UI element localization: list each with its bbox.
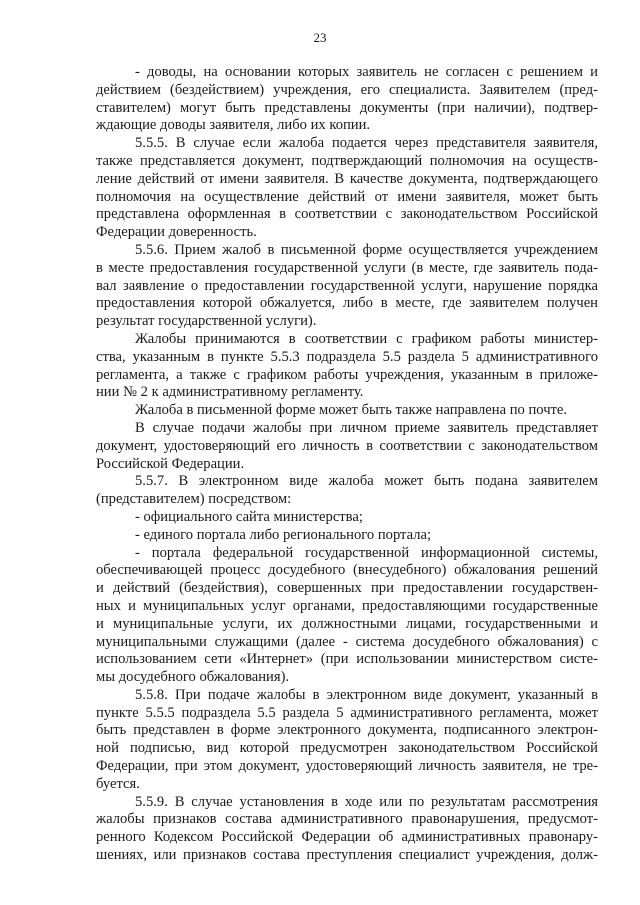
text-line: документ, удостоверяющий его личность в соответствии с законодательством bbox=[96, 437, 598, 454]
text-line: пункте 5.5.5 подраздела 5.5 раздела 5 административного регламента, может bbox=[96, 704, 598, 721]
text-line: - портала федеральной государственной информационной системы, bbox=[135, 544, 598, 561]
text-line: Жалоба в письменной форме может быть также направлена по почте. bbox=[135, 402, 568, 419]
paragraph bbox=[96, 402, 598, 420]
text-line: быть представлен в форме электронного документа, подписанного электрон- bbox=[96, 722, 598, 739]
text-line: 5.5.6. Прием жалоб в письменной форме осуществляется учреждением bbox=[135, 241, 598, 258]
text-line: мы досудебного обжалования). bbox=[96, 669, 290, 686]
text-line: шениях, или признаков состава преступления специалист учреждения, долж- bbox=[96, 847, 598, 864]
text-line: ставителем) могут быть представлены документы (при наличии), подтвер- bbox=[96, 99, 598, 116]
text-line: представлена оформленная в соответствии с законодательством Российской bbox=[96, 206, 598, 223]
text-line: Федерации доверенность. bbox=[96, 224, 257, 241]
text-line: и муниципальные услуги, их должностными лицами, государственными и bbox=[96, 615, 598, 632]
text-line: 5.5.7. В электронном виде жалоба может быть подана заявителем bbox=[135, 473, 598, 490]
paragraph bbox=[96, 135, 598, 242]
text-line: ных и муниципальных услуг органами, предоставляющими государственные bbox=[96, 597, 598, 614]
text-line: 5.5.5. В случае если жалоба подается через представителя заявителя, bbox=[135, 135, 598, 152]
text-line: регламента, а также с графиком работы учреждения, указанным в приложе- bbox=[96, 366, 598, 383]
text-line: Жалобы принимаются в соответствии с графиком работы министер- bbox=[135, 330, 598, 347]
paragraph bbox=[96, 509, 598, 527]
text-line: ждающие доводы заявителя, либо их копии. bbox=[96, 117, 371, 134]
paragraph bbox=[96, 64, 598, 135]
text-line: ление действий от имени заявителя. В качестве документа, подтверждающего bbox=[96, 170, 598, 187]
text-line: полномочия на осуществление действий от имени заявителя, может быть bbox=[96, 188, 598, 205]
text-line: ной подписью, вид которой предусмотрен законодательством Российской bbox=[96, 740, 598, 757]
text-line: ства, указанным в пункте 5.5.3 подраздела 5.5 раздела 5 административного bbox=[96, 348, 598, 365]
text-line: (представителем) посредством: bbox=[96, 491, 292, 508]
text-line: муниципальными служащими (далее - система досудебного обжалования) с bbox=[96, 633, 598, 650]
text-line: 5.5.9. В случае установления в ходе или по результатам рассмотрения bbox=[135, 793, 598, 810]
text-line: обеспечивающей процесс досудебного (внесудебного) обжалования решений bbox=[96, 562, 598, 579]
page-number: 23 bbox=[313, 30, 327, 45]
text-line: ренного Кодексом Российской Федерации об административных правонару- bbox=[96, 829, 598, 846]
paragraph bbox=[96, 545, 598, 687]
text-line: Российской Федерации. bbox=[96, 455, 245, 472]
text-line: нии № 2 к административному регламенту. bbox=[96, 384, 364, 401]
paragraph bbox=[96, 794, 598, 865]
text-line: Федерации, при этом документ, удостоверяющий личность заявителя, не тре- bbox=[96, 758, 598, 775]
text-line: 5.5.8. При подаче жалобы в электронном виде документ, указанный в bbox=[135, 686, 598, 703]
text-line: предоставления которой обжалуется, либо в месте, где заявителем получен bbox=[96, 295, 598, 312]
text-line: вал заявление о предоставлении государственной услуги, нарушение порядка bbox=[96, 277, 598, 294]
text-line: действием (бездействием) учреждения, его специалиста. Заявителем (пред- bbox=[96, 81, 598, 98]
text-line: и действий (бездействия), совершенных при предоставлении государствен- bbox=[96, 580, 598, 597]
paragraph bbox=[96, 242, 598, 331]
text-line: буется. bbox=[96, 775, 140, 792]
paragraph bbox=[96, 420, 598, 473]
text-line: использованием сети «Интернет» (при использовании министерством систе- bbox=[96, 651, 598, 668]
paragraph bbox=[96, 687, 598, 794]
text-line: - официального сайта министерства; bbox=[135, 508, 363, 525]
text-line: - единого портала либо регионального портала; bbox=[135, 526, 432, 543]
text-line: В случае подачи жалобы при личном приеме заявитель представляет bbox=[135, 419, 598, 436]
paragraph bbox=[96, 473, 598, 509]
text-line: жалобы признаков состава административного правонарушения, предусмот- bbox=[96, 811, 598, 828]
text-line: - доводы, на основании которых заявитель не согласен с решением и bbox=[135, 64, 598, 80]
paragraph bbox=[96, 527, 598, 545]
document-body bbox=[96, 64, 598, 865]
paragraph bbox=[96, 331, 598, 402]
text-line: также представляется документ, подтверждающий полномочия на осуществ- bbox=[96, 152, 598, 169]
text-line: в месте предоставления государственной услуги (в месте, где заявитель пода- bbox=[96, 259, 598, 276]
text-line: результат государственной услуги). bbox=[96, 313, 317, 330]
